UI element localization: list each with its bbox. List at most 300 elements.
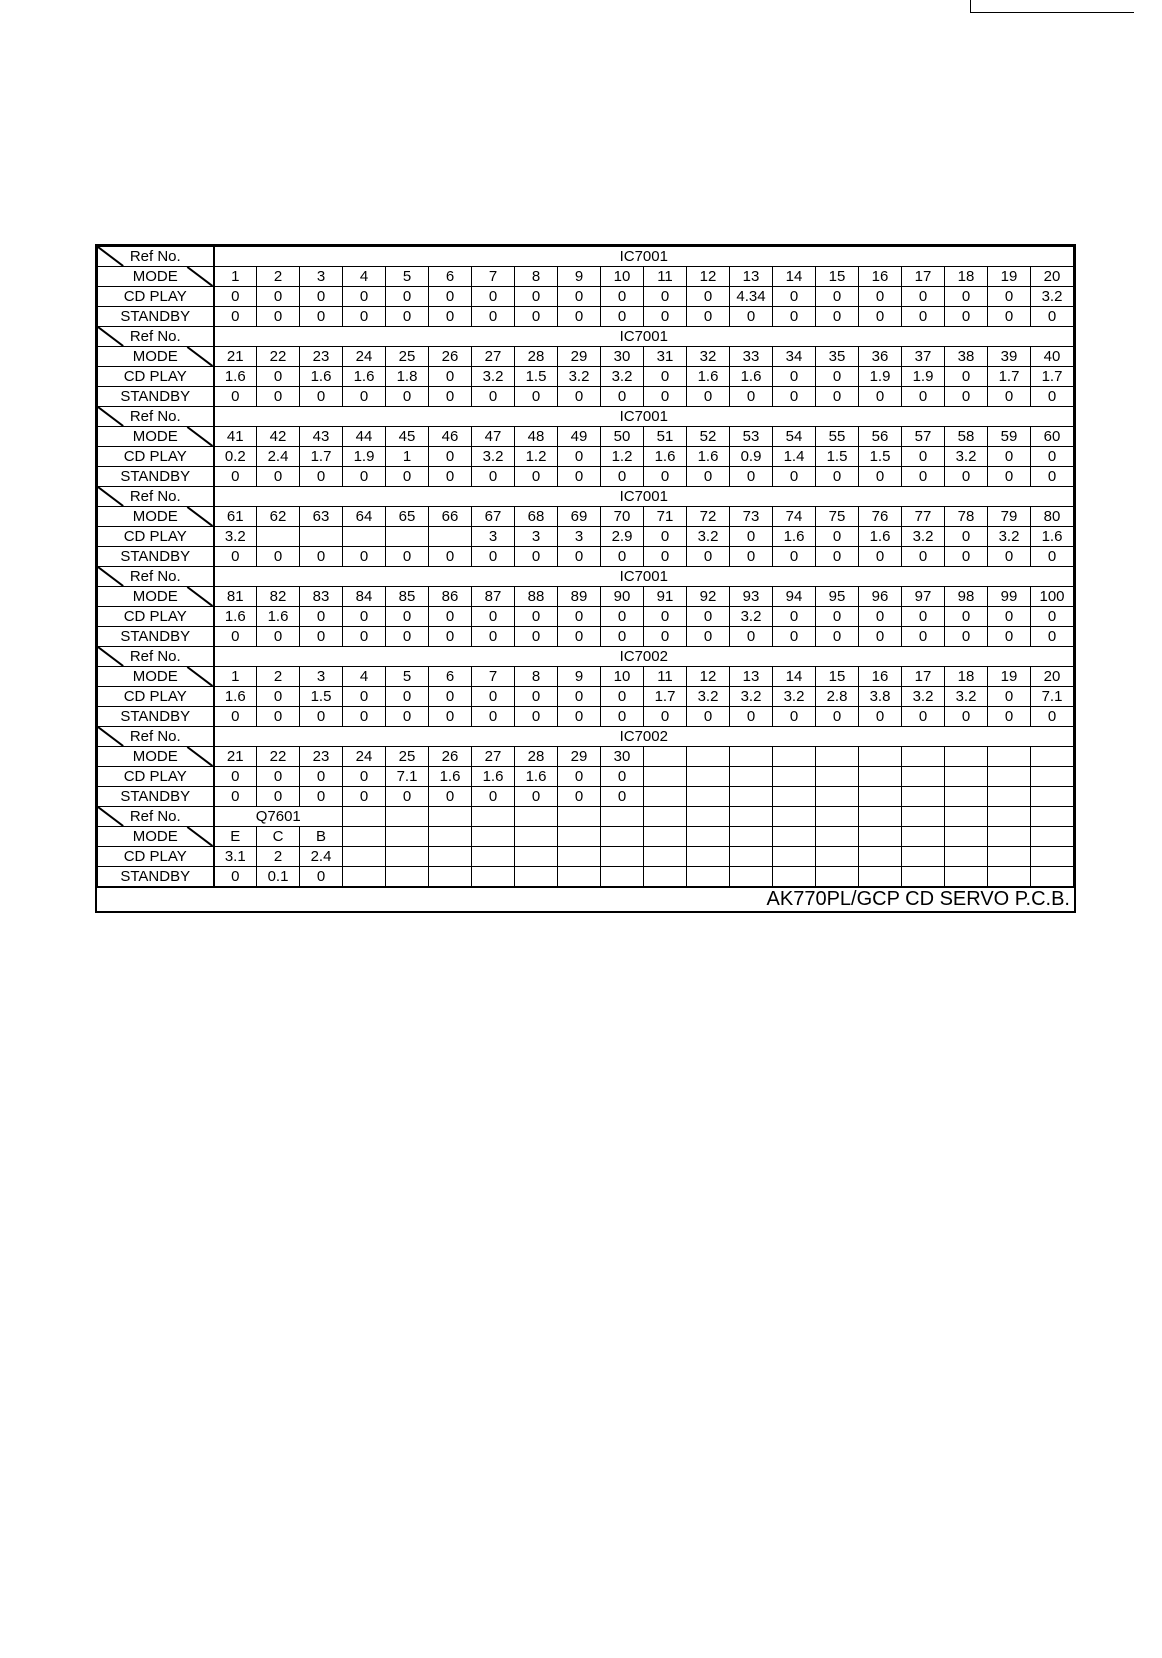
standby-voltage <box>945 867 988 887</box>
standby-voltage: 0 <box>214 787 257 807</box>
standby-voltage: 0 <box>644 307 687 327</box>
cd-play-voltage: 0 <box>601 687 644 707</box>
cd-play-label: CD PLAY <box>98 847 214 867</box>
pin-number: 48 <box>515 427 558 447</box>
standby-voltage: 0 <box>214 547 257 567</box>
cd-play-voltage: 1.6 <box>214 607 257 627</box>
standby-row <box>98 707 1074 727</box>
ref-no-label <box>98 327 214 347</box>
empty-cell <box>859 807 902 827</box>
ref-designator: IC7001 <box>214 567 1074 587</box>
pin-number: 8 <box>515 267 558 287</box>
cd-play-label: CD PLAY <box>98 607 214 627</box>
cd-play-voltage: 1.9 <box>859 367 902 387</box>
standby-voltage: 0 <box>773 467 816 487</box>
standby-voltage <box>1031 867 1074 887</box>
standby-voltage: 0 <box>558 547 601 567</box>
pin-number: 1 <box>214 667 257 687</box>
cd-play-voltage: 2.4 <box>300 847 343 867</box>
pin-number: 26 <box>429 347 472 367</box>
pin-number: 96 <box>859 587 902 607</box>
ref-designator: IC7001 <box>214 327 1074 347</box>
cd-play-voltage: 3.2 <box>902 687 945 707</box>
pin-number: 67 <box>472 507 515 527</box>
pin-number: 26 <box>429 747 472 767</box>
standby-voltage <box>730 787 773 807</box>
pin-number: 17 <box>902 267 945 287</box>
mode-text: MODE <box>132 507 178 525</box>
cd-play-voltage <box>343 527 386 547</box>
standby-voltage: 0 <box>214 627 257 647</box>
standby-label: STANDBY <box>98 467 214 487</box>
cd-play-row <box>98 447 1074 467</box>
cd-play-voltage: 3.2 <box>601 367 644 387</box>
standby-voltage: 0 <box>988 467 1031 487</box>
pin-number: 63 <box>300 507 343 527</box>
standby-voltage: 0 <box>429 307 472 327</box>
pin-number: 44 <box>343 427 386 447</box>
mode-text: MODE <box>132 827 178 845</box>
cd-play-voltage: 1.7 <box>644 687 687 707</box>
pin-number: 5 <box>386 267 429 287</box>
standby-voltage: 0 <box>859 627 902 647</box>
cd-play-voltage: 0 <box>687 287 730 307</box>
standby-label: STANDBY <box>98 627 214 647</box>
standby-voltage: 0 <box>988 307 1031 327</box>
standby-voltage: 0 <box>859 467 902 487</box>
mode-text: MODE <box>132 587 178 605</box>
standby-voltage: 0 <box>687 627 730 647</box>
standby-voltage <box>816 787 859 807</box>
standby-voltage <box>515 867 558 887</box>
cd-play-voltage: 1.8 <box>386 367 429 387</box>
pin-number: 14 <box>773 267 816 287</box>
standby-voltage: 0 <box>257 467 300 487</box>
cd-play-voltage: 0 <box>988 607 1031 627</box>
standby-voltage: 0 <box>687 707 730 727</box>
empty-cell <box>644 807 687 827</box>
mode-row <box>98 587 1074 607</box>
cd-play-voltage: 0 <box>773 287 816 307</box>
pin-number: 28 <box>515 347 558 367</box>
cd-play-voltage: 0 <box>945 607 988 627</box>
mode-label <box>98 587 214 607</box>
pin-number: 18 <box>945 667 988 687</box>
cd-play-voltage <box>429 847 472 867</box>
standby-voltage: 0 <box>902 627 945 647</box>
cd-play-voltage: 0 <box>816 607 859 627</box>
cd-play-voltage: 0 <box>945 287 988 307</box>
standby-voltage <box>472 867 515 887</box>
cd-play-voltage: 1.6 <box>472 767 515 787</box>
pin-number: 49 <box>558 427 601 447</box>
pin-number: 30 <box>601 347 644 367</box>
standby-voltage: 0 <box>343 627 386 647</box>
cd-play-voltage: 3.2 <box>472 447 515 467</box>
pin-number: 50 <box>601 427 644 447</box>
standby-voltage: 0 <box>644 467 687 487</box>
cd-play-row <box>98 287 1074 307</box>
cd-play-label: CD PLAY <box>98 687 214 707</box>
pin-number: 3 <box>300 667 343 687</box>
cd-play-voltage: 1.6 <box>687 447 730 467</box>
standby-voltage: 0 <box>386 547 429 567</box>
standby-voltage: 0 <box>816 307 859 327</box>
cd-play-voltage: 0 <box>816 527 859 547</box>
standby-voltage: 0 <box>257 627 300 647</box>
pin-number: 92 <box>687 587 730 607</box>
standby-voltage: 0 <box>687 387 730 407</box>
cd-play-voltage: 2.4 <box>257 447 300 467</box>
pin-number: 19 <box>988 667 1031 687</box>
cd-play-voltage: 0 <box>601 287 644 307</box>
cd-play-voltage <box>1031 767 1074 787</box>
pin-number: 10 <box>601 667 644 687</box>
cd-play-voltage <box>988 767 1031 787</box>
pin-number: 20 <box>1031 267 1074 287</box>
cd-play-voltage: 0 <box>558 447 601 467</box>
mode-row <box>98 267 1074 287</box>
pin-number <box>730 827 773 847</box>
empty-cell <box>515 807 558 827</box>
cd-play-voltage: 7.1 <box>1031 687 1074 707</box>
standby-voltage <box>1031 787 1074 807</box>
mode-text: MODE <box>132 267 178 285</box>
cd-play-voltage <box>945 847 988 867</box>
standby-voltage: 0 <box>386 627 429 647</box>
pin-number: 34 <box>773 347 816 367</box>
cd-play-voltage: 0 <box>1031 447 1074 467</box>
pin-number <box>601 827 644 847</box>
empty-cell <box>343 807 386 827</box>
mode-row <box>98 347 1074 367</box>
pin-number: 65 <box>386 507 429 527</box>
mode-label <box>98 827 214 847</box>
standby-voltage: 0 <box>902 387 945 407</box>
cd-play-voltage: 0 <box>859 607 902 627</box>
pin-number <box>429 827 472 847</box>
ref-no-label <box>98 807 214 827</box>
mode-text: MODE <box>132 427 178 445</box>
cd-play-voltage: 1.5 <box>515 367 558 387</box>
cd-play-voltage: 0 <box>429 687 472 707</box>
pin-number: 80 <box>1031 507 1074 527</box>
pin-number: 2 <box>257 267 300 287</box>
standby-voltage: 0 <box>257 547 300 567</box>
cd-play-voltage: 0 <box>257 687 300 707</box>
cd-play-voltage: 0 <box>988 687 1031 707</box>
pin-number: 54 <box>773 427 816 447</box>
cd-play-voltage: 0 <box>343 767 386 787</box>
voltage-table <box>97 246 1074 887</box>
pin-number: 74 <box>773 507 816 527</box>
standby-voltage: 0 <box>687 547 730 567</box>
pin-number: 22 <box>257 347 300 367</box>
cd-play-voltage: 0 <box>902 447 945 467</box>
pin-number <box>343 827 386 847</box>
pin-number: 98 <box>945 587 988 607</box>
chart-footer <box>97 887 1074 911</box>
pin-number <box>773 747 816 767</box>
cd-play-voltage: 1.7 <box>1031 367 1074 387</box>
pin-number <box>644 827 687 847</box>
header-corner-box <box>970 0 1134 13</box>
standby-row <box>98 627 1074 647</box>
standby-row <box>98 387 1074 407</box>
standby-voltage: 0 <box>515 547 558 567</box>
cd-play-row <box>98 847 1074 867</box>
standby-voltage: 0 <box>300 627 343 647</box>
cd-play-voltage <box>472 847 515 867</box>
pin-number: 15 <box>816 667 859 687</box>
cd-play-voltage: 3.2 <box>730 607 773 627</box>
standby-voltage: 0 <box>558 467 601 487</box>
mode-text: MODE <box>132 747 178 765</box>
cd-play-voltage: 1.6 <box>214 687 257 707</box>
ref-no-text: Ref No. <box>129 807 181 825</box>
standby-label: STANDBY <box>98 707 214 727</box>
cd-play-label: CD PLAY <box>98 527 214 547</box>
ref-no-text: Ref No. <box>129 727 181 745</box>
standby-voltage: 0 <box>429 787 472 807</box>
pin-number: 79 <box>988 507 1031 527</box>
standby-voltage: 0 <box>859 307 902 327</box>
cd-play-voltage: 0 <box>644 527 687 547</box>
standby-voltage: 0 <box>601 547 644 567</box>
standby-row <box>98 307 1074 327</box>
standby-voltage <box>386 867 429 887</box>
pin-number <box>1031 827 1074 847</box>
cd-play-label: CD PLAY <box>98 287 214 307</box>
ref-designator: IC7002 <box>214 647 1074 667</box>
standby-voltage: 0 <box>816 387 859 407</box>
pin-number: 9 <box>558 267 601 287</box>
cd-play-voltage <box>859 767 902 787</box>
standby-voltage: 0 <box>730 467 773 487</box>
cd-play-voltage <box>816 767 859 787</box>
pin-number: 32 <box>687 347 730 367</box>
pin-number <box>859 827 902 847</box>
pin-number: 12 <box>687 267 730 287</box>
standby-voltage <box>429 867 472 887</box>
pin-number: 25 <box>386 347 429 367</box>
cd-play-voltage: 0 <box>558 287 601 307</box>
pin-number: 6 <box>429 667 472 687</box>
pin-number: 99 <box>988 587 1031 607</box>
ref-no-text: Ref No. <box>129 407 181 425</box>
standby-voltage: 0 <box>1031 307 1074 327</box>
cd-play-voltage: 3.2 <box>472 367 515 387</box>
pin-number: 27 <box>472 747 515 767</box>
standby-voltage: 0 <box>773 627 816 647</box>
pin-number: 72 <box>687 507 730 527</box>
standby-voltage: 0 <box>214 707 257 727</box>
standby-voltage: 0 <box>257 787 300 807</box>
standby-voltage: 0 <box>816 707 859 727</box>
pin-number <box>902 747 945 767</box>
pin-number <box>515 827 558 847</box>
standby-voltage: 0 <box>343 547 386 567</box>
pin-number: 22 <box>257 747 300 767</box>
mode-label <box>98 427 214 447</box>
standby-voltage: 0 <box>300 707 343 727</box>
pin-number: 55 <box>816 427 859 447</box>
pin-number: 18 <box>945 267 988 287</box>
cd-play-label: CD PLAY <box>98 367 214 387</box>
cd-play-voltage: 0 <box>902 607 945 627</box>
cd-play-voltage: 0 <box>988 447 1031 467</box>
standby-voltage: 0 <box>988 627 1031 647</box>
pin-number: 25 <box>386 747 429 767</box>
ref-no-text: Ref No. <box>129 567 181 585</box>
ref-no-label <box>98 487 214 507</box>
standby-voltage: 0 <box>300 787 343 807</box>
cd-play-voltage <box>300 527 343 547</box>
pin-number: 21 <box>214 747 257 767</box>
pin-number: 81 <box>214 587 257 607</box>
pin-number: 12 <box>687 667 730 687</box>
standby-voltage: 0 <box>515 467 558 487</box>
cd-play-voltage: 1.6 <box>214 367 257 387</box>
standby-voltage: 0 <box>515 787 558 807</box>
pin-number: 89 <box>558 587 601 607</box>
pin-number: 43 <box>300 427 343 447</box>
standby-voltage <box>687 787 730 807</box>
mode-text: MODE <box>132 667 178 685</box>
pin-number <box>773 827 816 847</box>
standby-voltage: 0 <box>343 387 386 407</box>
cd-play-voltage: 0 <box>816 367 859 387</box>
pin-number: 64 <box>343 507 386 527</box>
standby-voltage: 0 <box>214 387 257 407</box>
ref-no-text: Ref No. <box>129 647 181 665</box>
standby-voltage: 0 <box>214 307 257 327</box>
cd-play-voltage: 1.5 <box>816 447 859 467</box>
pin-number: 31 <box>644 347 687 367</box>
pin-number: 71 <box>644 507 687 527</box>
pin-number: 62 <box>257 507 300 527</box>
cd-play-voltage: 0 <box>644 287 687 307</box>
cd-play-voltage: 1.6 <box>429 767 472 787</box>
pin-number: 11 <box>644 667 687 687</box>
pin-number: 33 <box>730 347 773 367</box>
cd-play-voltage: 1.6 <box>773 527 816 547</box>
standby-label: STANDBY <box>98 387 214 407</box>
empty-cell <box>945 807 988 827</box>
pin-number: 17 <box>902 667 945 687</box>
empty-cell <box>902 807 945 827</box>
cd-play-voltage <box>386 847 429 867</box>
standby-voltage: 0 <box>945 627 988 647</box>
standby-voltage: 0 <box>601 627 644 647</box>
voltage-chart-sheet <box>95 244 1076 913</box>
cd-play-voltage: 1.6 <box>644 447 687 467</box>
standby-voltage <box>773 787 816 807</box>
pin-number: 4 <box>343 267 386 287</box>
ref-no-label <box>98 727 214 747</box>
standby-voltage <box>902 867 945 887</box>
cd-play-voltage <box>773 847 816 867</box>
standby-voltage: 0 <box>687 307 730 327</box>
pin-number: 8 <box>515 667 558 687</box>
mode-row <box>98 427 1074 447</box>
mode-label <box>98 507 214 527</box>
pin-number: 28 <box>515 747 558 767</box>
cd-play-voltage <box>644 847 687 867</box>
pin-number: 59 <box>988 427 1031 447</box>
pin-number: 35 <box>816 347 859 367</box>
cd-play-voltage: 1.6 <box>515 767 558 787</box>
cd-play-voltage: 1.6 <box>1031 527 1074 547</box>
standby-voltage: 0 <box>1031 707 1074 727</box>
standby-voltage: 0 <box>945 387 988 407</box>
standby-voltage: 0 <box>601 467 644 487</box>
pin-number: 84 <box>343 587 386 607</box>
pin-number: 13 <box>730 667 773 687</box>
cd-play-voltage: 0 <box>214 287 257 307</box>
cd-play-voltage: 0 <box>902 287 945 307</box>
cd-play-voltage <box>687 767 730 787</box>
ref-no-label <box>98 567 214 587</box>
pin-number: 66 <box>429 507 472 527</box>
standby-voltage: 0 <box>988 707 1031 727</box>
standby-voltage: 0 <box>644 547 687 567</box>
standby-voltage <box>601 867 644 887</box>
ref-designator: Q7601 <box>214 807 343 827</box>
ref-row <box>98 567 1074 587</box>
cd-play-row <box>98 687 1074 707</box>
cd-play-voltage <box>945 767 988 787</box>
standby-voltage: 0 <box>1031 387 1074 407</box>
pin-number <box>558 827 601 847</box>
standby-voltage: 0 <box>386 467 429 487</box>
standby-voltage: 0 <box>429 467 472 487</box>
standby-row <box>98 467 1074 487</box>
pin-number: 73 <box>730 507 773 527</box>
cd-play-voltage: 0 <box>859 287 902 307</box>
empty-cell <box>988 807 1031 827</box>
standby-voltage: 0 <box>472 787 515 807</box>
standby-voltage: 0 <box>386 707 429 727</box>
cd-play-label: CD PLAY <box>98 767 214 787</box>
cd-play-voltage <box>687 847 730 867</box>
standby-label: STANDBY <box>98 787 214 807</box>
cd-play-voltage: 4.34 <box>730 287 773 307</box>
pin-number <box>386 827 429 847</box>
pin-number: 4 <box>343 667 386 687</box>
cd-play-voltage: 0 <box>472 287 515 307</box>
cd-play-voltage: 0 <box>730 527 773 547</box>
cd-play-voltage: 3.2 <box>687 687 730 707</box>
standby-voltage: 0 <box>730 627 773 647</box>
ref-no-label <box>98 407 214 427</box>
pin-number: 70 <box>601 507 644 527</box>
standby-voltage: 0 <box>687 467 730 487</box>
cd-play-voltage: 3.8 <box>859 687 902 707</box>
cd-play-voltage: 3 <box>558 527 601 547</box>
ref-designator: IC7001 <box>214 487 1074 507</box>
standby-voltage: 0 <box>386 787 429 807</box>
pin-number: 51 <box>644 427 687 447</box>
cd-play-voltage: 1.7 <box>300 447 343 467</box>
standby-row <box>98 787 1074 807</box>
mode-text: MODE <box>132 347 178 365</box>
cd-play-voltage: 0 <box>300 607 343 627</box>
cd-play-voltage: 0 <box>472 687 515 707</box>
standby-voltage: 0 <box>558 707 601 727</box>
cd-play-voltage <box>601 847 644 867</box>
cd-play-voltage: 3.2 <box>988 527 1031 547</box>
